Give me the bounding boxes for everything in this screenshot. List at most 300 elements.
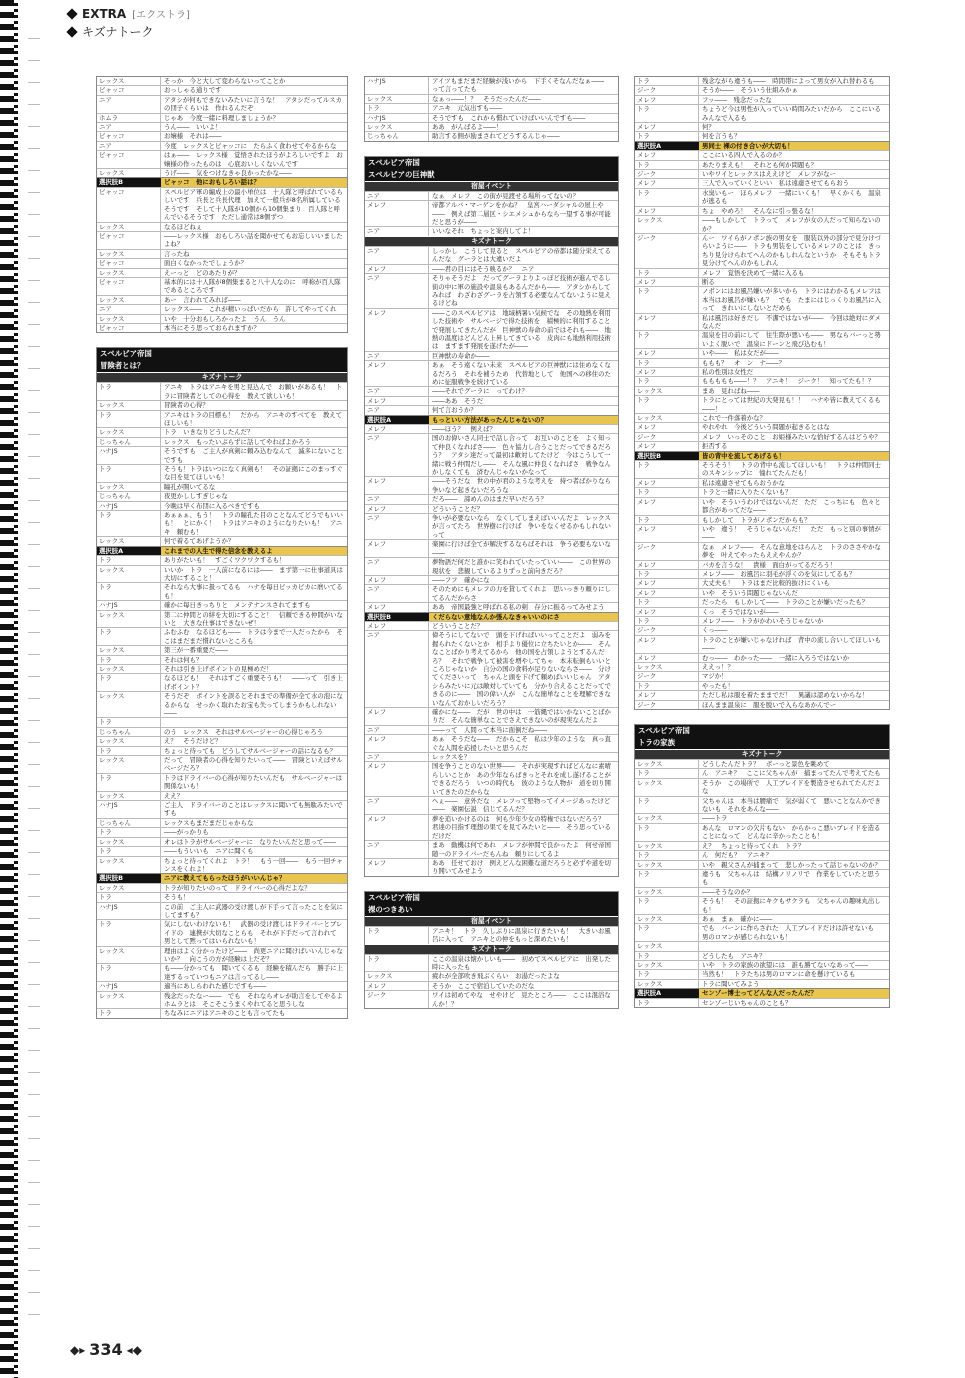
speaker-name: レックス [97, 992, 161, 1009]
dialogue-line [635, 169, 889, 178]
speaker-name: トラ [365, 927, 429, 944]
dialogue-text: 巨神獣の寿命か―― [432, 351, 490, 360]
dialogue-text: あぁ そう遠くない未来 スペルビアの巨神獣には住めなくなるだろう それを補うため 代替地として 他国への移住のために征服戦争を続けている [432, 361, 611, 386]
dialogue-text: なぁ メレフ この街が見渡せる場所ってないの？ [432, 191, 579, 200]
dialogue-line [635, 131, 889, 140]
dialogue-box [634, 724, 890, 1008]
speaker-name: トラ [635, 952, 699, 960]
speaker-name: トラ [97, 628, 161, 645]
dialogue-text: レックスを？ [432, 753, 471, 762]
dialogue-line [97, 736, 347, 745]
dialogue-line [97, 655, 347, 664]
dialogue-text: そうも！トラはいつになく真剣も！ その証拠にこのまっすぐな目を見てほしいも！ [164, 465, 343, 482]
speaker-name: メレフ [635, 654, 699, 662]
dialogue-line [635, 233, 889, 268]
dialogue-line [365, 734, 618, 752]
dialogue-text: 第二に仲間との絆を大切にすること！ 信頼できる仲間がいないと 大きな仕事はできないぜ！ [164, 610, 343, 627]
speaker-name: じっちゃん [97, 819, 161, 827]
dialogue-line [97, 755, 347, 773]
dialogue-line [635, 277, 889, 286]
dialogue-line [97, 122, 347, 131]
speaker-name: メレフ [635, 442, 699, 450]
dialogue-text: お嬢様 それは―― [164, 132, 222, 141]
dialogue-box [96, 76, 348, 333]
speaker-name: ニア [365, 192, 429, 200]
dialogue-line [635, 497, 889, 515]
dialogue-line [635, 896, 889, 914]
dialogue-line [97, 295, 347, 304]
dialogue-text: 冒険者の心得？ [164, 401, 209, 410]
dialogue-text: トラと一緒に入りたくないも？ [702, 488, 792, 497]
choice-row [635, 141, 889, 150]
speaker-name: メレフ [365, 859, 429, 876]
dialogue-line [365, 761, 618, 796]
dialogue-line [635, 625, 889, 634]
dialogue-line [97, 249, 347, 258]
speaker-name: メレフ [365, 603, 429, 611]
dialogue-text: アタシが何もできないみたいに言うな！ アタシだってルスカの団子くらいは 作れるんだぞ [164, 95, 342, 113]
dialogue-text: どうしたんだトラ？ ボーっと景色を眺めて [702, 760, 830, 769]
speaker-name: メレフ [635, 589, 699, 597]
dialogue-line [635, 348, 889, 357]
speaker-name: ハナJS [97, 601, 161, 609]
dialogue-line [635, 188, 889, 206]
choice-text: くだらない意地なんか張んなきゃいいのにさ [432, 612, 560, 621]
dialogue-line [97, 510, 347, 536]
dialogue-text: え？ ちょっと待ってくれ トラ？ [702, 841, 805, 850]
dialogue-text: あたりまえも！ それとも何か問題も？ [702, 160, 818, 169]
speaker-name: レックス [97, 566, 161, 583]
dialogue-line [365, 557, 618, 575]
dialogue-line [635, 860, 889, 869]
dialogue-line [365, 191, 618, 200]
box-gap [364, 877, 619, 891]
dialogue-line [97, 981, 347, 990]
dialogue-text: 大丈夫も！ トラはまだ比較的抜けにくいも [702, 579, 830, 588]
dialogue-text: 基本的には十人隊が8個集まると八十人なのに 呼称が百人隊であるところです [164, 277, 341, 295]
speaker-name: ニア [365, 797, 429, 814]
dialogue-line [97, 323, 347, 332]
dialogue-text: あー 言われてみれば―― [164, 295, 241, 304]
dialogue-box [96, 347, 348, 1018]
dialogue-line [635, 313, 889, 331]
dialogue-line [97, 536, 347, 545]
dialogue-text: なるほどねぇ [164, 222, 203, 231]
speaker-name: トラ [97, 1009, 161, 1017]
speaker-name: トラ [97, 847, 161, 855]
event-heading: キズナトーク [365, 944, 618, 954]
dialogue-line [635, 941, 889, 950]
chapter-heading: 冒険者とは？ [97, 360, 347, 372]
dialogue-line [635, 759, 889, 768]
dialogue-line [365, 308, 618, 351]
dialogue-text: ――もしかして トラって メレフが女の人だって知らないのか？ [702, 216, 881, 233]
dialogue-line [97, 846, 347, 855]
dialogue-line [365, 990, 618, 1008]
dialogue-text: 温泉を目の前にして 往生際が悪いも―― 男ならバーっと勢いよく脱いで 温泉にドーンと飛び込むも！ [702, 331, 881, 348]
dialogue-text: いや そういう問題じゃないんだ [702, 588, 798, 597]
box-gap [96, 333, 348, 347]
dialogue-text: 三人で入っていくといい 私は遠慮させてもらおう [702, 179, 849, 188]
speaker-name: レックス [97, 884, 161, 892]
dialogue-text: ちなみにニアはアニキのことも言ってたも [164, 1009, 286, 1018]
dialogue-text: 残念だったなー―― でも それならオレが助言をしてやるよ ホムラとは そこそこうまくやれてると思うしな [164, 991, 350, 1008]
dialogue-text: 私は遠慮させてもらおうかな [702, 478, 786, 487]
dialogue-text: いや―― 私は女だが―― [702, 349, 779, 358]
speaker-name: メレフ [365, 762, 429, 796]
speaker-name: じっちゃん [365, 132, 429, 140]
speaker-name: トラ [635, 970, 699, 978]
dialogue-text: ふむふむ なるほども―― トラは今まで一人だったから そこはまだまだ慣れないところも [164, 628, 343, 645]
choice-row [97, 177, 347, 186]
dialogue-text: ――そうなのか？ [702, 887, 754, 896]
dialogue-line [365, 94, 618, 103]
speaker-name: ニア [365, 406, 429, 414]
dialogue-line [97, 773, 347, 791]
speaker-name: ビャッコ [97, 232, 161, 249]
speaker-name: メレフ [365, 540, 429, 557]
dialogue-line [635, 979, 889, 988]
dialogue-line [365, 858, 618, 876]
speaker-name: ハナJS [365, 114, 429, 122]
dialogue-line [365, 981, 618, 990]
dialogue-text: メレフ いっそのこと お姫様みたいな恰好するんはどうや？ [702, 432, 881, 441]
dialogue-line [635, 998, 889, 1007]
dialogue-text: 残念ながら違うも―― 時間帯によって男女が入れ替わるも [702, 77, 875, 85]
dialogue-line [365, 113, 618, 122]
dialogue-line [365, 351, 618, 360]
dialogue-line [635, 178, 889, 187]
speaker-name: ニア [365, 841, 429, 858]
dialogue-text: どういうことだ？ [432, 504, 484, 513]
dialogue-text: ちょ やめろ！ そんなに引っ張るな！ [702, 206, 818, 215]
dialogue-line [635, 681, 889, 690]
speaker-name: トラ [635, 269, 699, 277]
dialogue-text: ノポンにはお風呂嫌いが多いから トラにはわかるもメレフは本当はお風呂が嫌いも？ でも たまにはじっくりお風呂に入って きれいにしないとだめも [702, 287, 881, 313]
dialogue-text: あんな ロマンの欠片もない からかっこ悪いブレイドを造ることになって どんなに辛かったことも！ [702, 823, 881, 841]
dialogue-text: くっ そうではないが―― [702, 607, 779, 616]
dialogue-line [635, 923, 889, 941]
dialogue-text: んー ワイらがノポン族の男女を 服装以外の部分で見分けづらいように―― トラも男装をしているメレフのことは きっちり見分けられてへんのかもしれんなというか そもそもトラ見分けてへんのかもしれん [702, 233, 881, 268]
dialogue-text: トラに聞いてみよう [702, 979, 760, 988]
choice-label: 選択肢A [635, 142, 699, 150]
speaker-name: トラ [635, 999, 699, 1007]
dialogue-text: 当然も！ トラたちは男のロマンに命を懸けているも [702, 970, 856, 979]
speaker-name: トラ [635, 924, 699, 941]
dialogue-text: 適当にあしらわれた感じですも―― [164, 982, 267, 991]
speaker-name: レックス [97, 792, 161, 800]
dialogue-line [97, 141, 347, 150]
speaker-name: レックス [635, 942, 699, 950]
speaker-name: メレフ [365, 477, 429, 494]
speaker-name: ニア [365, 558, 429, 575]
speaker-name: レックス [97, 77, 161, 85]
dialogue-text: くっ―― [702, 626, 728, 635]
dialogue-text: ももも？ オ ン ナ――？ [702, 358, 786, 367]
dialogue-line [97, 400, 347, 409]
dialogue-text: トラが知りたいのって ドライバーの心得だよな？ [164, 883, 311, 892]
dialogue-text: じゃあ 今度一緒に料理しましょうか？ [164, 113, 280, 122]
dialogue-text: 拒否する [702, 442, 728, 451]
dialogue-line [97, 600, 347, 609]
speaker-name: メレフ [635, 608, 699, 616]
choice-text: 皆の背中を流してあげるも！ [702, 451, 786, 460]
speaker-name: レックス [97, 665, 161, 673]
box-gap [634, 710, 890, 724]
dialogue-text: だったら もしかして―― トラのことが嫌いだったも？ [702, 598, 869, 607]
dialogue-text: あぁ そうだな―― だからこそ 私は少年のような 真っ直ぐな人間を応援したいと思うんだ [432, 735, 611, 752]
dialogue-text: まあ 動機は何であれ メレフが仲間で良かったよ 何せ帝国随一のドライバーだもんね 頼りにしてるよ [432, 841, 611, 858]
dialogue-line [635, 588, 889, 597]
dialogue-line [365, 707, 618, 725]
dialogue-line [635, 215, 889, 233]
dialogue-line [97, 95, 347, 113]
dialogue-text: あぁ まぁ 確かに―― [702, 914, 773, 923]
speaker-name: レックス [97, 692, 161, 717]
choice-label: 選択肢A [365, 416, 429, 424]
dialogue-text: アニキはトラの目標も！ だから アニキのすべてを 教えてほしいも！ [164, 410, 343, 427]
dialogue-line [97, 919, 347, 945]
dialogue-line [365, 539, 618, 557]
choice-text: センゾー博士ってどんな人だったんだ？ [702, 989, 818, 998]
dialogue-line [97, 946, 347, 964]
dialogue-line [365, 494, 618, 503]
diamond-icon [66, 26, 77, 37]
speaker-name: メレフ [635, 151, 699, 159]
speaker-name: レックス [365, 972, 429, 980]
dialogue-line [97, 746, 347, 755]
dialogue-text: そうか―― そういう仕組みかぁ [702, 86, 798, 95]
dialogue-line [635, 887, 889, 896]
dialogue-line [365, 584, 618, 602]
dialogue-text: それは何も？ [164, 655, 203, 664]
dialogue-text: ちょっと待ってくれよ トラ！ もう一回―― もう一回チャンスをくれよ！ [164, 856, 343, 873]
dialogue-line [635, 597, 889, 606]
speaker-name: トラ [97, 411, 161, 428]
dialogue-line [97, 837, 347, 846]
speaker-name: トラ [97, 383, 161, 400]
dialogue-line [97, 645, 347, 654]
dialogue-text: そうだぞ ポイントを誤るとそれまでの準備が全て水の泡になるからな せっかく取れたお宝も失ってしまうかもしれない―― [164, 692, 343, 717]
dialogue-text: メレフ 覚悟を決めて一緒に入るも [702, 268, 805, 277]
dialogue-text: オレはトラがサルベージャーに なりたいんだと思って―― [164, 837, 336, 846]
dialogue-text: 夢を追いかけるのは 何も少年少女の特権ではないだろう？ 君達の目指す理想の果てを見てみたいと―― そう思っているだけだ [432, 814, 611, 840]
dialogue-line [635, 690, 889, 699]
dialogue-line [97, 268, 347, 277]
dialogue-line [635, 914, 889, 923]
dialogue-line [97, 691, 347, 717]
dialogue-line [635, 951, 889, 960]
dialogue-text: 何で着るてあげようか？ [164, 537, 235, 546]
dialogue-text: いや 違う！ そうじゃないんだ！ ただ もっと別の事情が―― [702, 524, 881, 542]
speaker-name: ジーク [635, 170, 699, 178]
speaker-name: ハナJS [365, 77, 429, 94]
dialogue-text: ――ああ そうだ [432, 396, 484, 405]
dialogue-text: ――もういいも ニアに聞くも [164, 847, 254, 856]
dialogue-text: も――分かっても 聞いてくるも 経験を積んだら 勝手に上達するっていつもニアは言ってるし―― [164, 964, 343, 981]
speaker-name: レックス [97, 756, 161, 773]
dialogue-line [365, 971, 618, 980]
dialogue-line [97, 902, 347, 920]
dialogue-line [365, 954, 618, 972]
speaker-name: ニア [365, 434, 429, 476]
dialogue-text: ――そうだな 世の中が君のような考えを 持つ者ばかりなら争いなど起きないだろうな [432, 477, 611, 494]
dialogue-line [97, 856, 347, 874]
dialogue-text: 帝都アルバ・マーゲンをかね？ 皇宮ハーダシャルの屋上や―― 例えば第二層区・シエメシュからなら一望する事が可能だと思うが―― [432, 201, 611, 227]
choice-text: 男同士 裸の付き合いが大切も！ [702, 141, 794, 150]
dialogue-text: それは引き上げポイントの見極めだ！ [164, 664, 273, 673]
speaker-name: トラ [635, 824, 699, 841]
speaker-name: メレフ [365, 397, 429, 405]
speaker-name: レックス [97, 401, 161, 409]
dialogue-line [635, 460, 889, 478]
dialogue-line [365, 396, 618, 405]
speaker-name: メレフ [365, 576, 429, 584]
dialogue-line [635, 422, 889, 431]
speaker-name: ニア [365, 514, 429, 539]
dialogue-text: へぇ―― 意外だな メレフって堅物ってイメージあったけど―― 楽園伝説 信じてるんだ？ [432, 797, 611, 814]
dialogue-text: ――フフ 確かにな [432, 575, 490, 584]
choice-text: ニアに教えてもらったほうがいいんじゃ？ [164, 874, 286, 883]
speaker-name: レックス [97, 428, 161, 436]
dialogue-line [365, 77, 618, 94]
dialogue-text: そうですも ご主人が真剣に頼み込むなんて 滅多にないことですも [164, 447, 343, 464]
dialogue-text: アイツもまだまだ経験が浅いから 下手くそなんだなぁ―― って言ってたも [432, 77, 611, 94]
speaker-name: ビャッコ [97, 132, 161, 140]
speaker-name: レックス [635, 216, 699, 233]
speaker-name: レックス [97, 169, 161, 177]
dialogue-text: まあ 見ればね―― [702, 386, 760, 395]
chapter-heading: スペルビアの巨神獣 [365, 169, 618, 181]
page-margin-lines [28, 30, 40, 1330]
chapter-heading: スペルビア帝国 [635, 725, 889, 737]
dialogue-line [97, 427, 347, 436]
speaker-name: トラ [635, 769, 699, 777]
chapter-heading: スペルビア帝国 [365, 157, 618, 169]
dialogue-line [97, 627, 347, 645]
speaker-name: メレフ [635, 525, 699, 542]
speaker-name: ニア [365, 352, 429, 360]
dialogue-line [365, 926, 618, 944]
dialogue-text: 何て言おうか？ [432, 406, 477, 415]
speaker-name: トラ [635, 287, 699, 312]
speaker-name: トラ [635, 598, 699, 606]
choice-label: 選択肢B [635, 452, 699, 460]
dialogue-text: 父ちゃんは 本当は腰痛で 気が弱くて 悪いことなんかできないも それをあんな―― [702, 796, 881, 814]
dialogue-text: そのためにもメレフの力を貸してくれよ 思いっきり頼りにしてるんだからさ [432, 585, 611, 602]
dialogue-line [97, 892, 347, 901]
speaker-name: ニア [365, 274, 429, 308]
dialogue-line [635, 330, 889, 348]
speaker-name: トラ [97, 828, 161, 836]
speaker-name: メレフ [635, 579, 699, 587]
choice-label: 選択肢A [97, 547, 161, 555]
dialogue-line [97, 187, 347, 222]
speaker-name: レックス [635, 980, 699, 988]
speaker-name: レックス [97, 537, 161, 545]
dialogue-line [365, 814, 618, 840]
dialogue-text: ――って 人間って本当に面倒だね―― [432, 725, 548, 734]
dialogue-line [97, 582, 347, 600]
speaker-name: レックス [635, 888, 699, 896]
dialogue-text: 夜更かししすぎじゃな [164, 492, 228, 501]
choice-row [635, 988, 889, 997]
speaker-name: ジーク [635, 86, 699, 94]
dialogue-text: ――君の目にはそう映るか？ ニア [432, 264, 535, 273]
dialogue-line [635, 487, 889, 496]
speaker-name: ビャッコ [97, 151, 161, 168]
dialogue-line [97, 565, 347, 583]
choice-row [635, 451, 889, 460]
speaker-name: トラ [97, 774, 161, 791]
dialogue-text: ご主人 ドライバーのことはレックスに聞いても無駄みたいですも [164, 801, 343, 818]
dialogue-text: あぁぁぁ、もう！ トラの瞳孔た目のことなんてどうでもいいも！ とにかく！ トラはアニキのようになりたいも！ アニキ 頼むも！ [164, 511, 343, 536]
dialogue-line [635, 268, 889, 277]
dialogue-line [97, 717, 347, 726]
dialogue-line [365, 575, 618, 584]
dialogue-text: いいなそれ ちょっと案内してよ！ [432, 227, 535, 236]
event-heading: キズナトーク [365, 236, 618, 246]
dialogue-text: のう レックス それはサルベージャーの心得じゃろう [164, 727, 324, 736]
speaker-name: レックス [635, 842, 699, 850]
dialogue-line [635, 515, 889, 524]
dialogue-line [635, 376, 889, 385]
speaker-name: レックス [97, 250, 161, 258]
dialogue-text: フッ―― 残念だったな [702, 95, 772, 104]
speaker-name: メレフ [635, 207, 699, 215]
dialogue-text: 理由はよく分かったけど―― 尚更ニアに聞けばいいんじゃないか？ 向こうの方が経験は上だぞ？ [164, 946, 343, 963]
choice-row [97, 873, 347, 882]
dialogue-line [635, 104, 889, 122]
dialogue-text: いやワイとレックスはええけど メレフがなー [702, 170, 836, 179]
speaker-name: トラ [97, 656, 161, 664]
binding-edge [0, 0, 14, 1378]
dialogue-text: アニキ トラはアニキを男と見込んで お願いがあるも！ トラに冒険者としての心得を 教えて欲しいも！ [164, 383, 343, 400]
dialogue-line [97, 314, 347, 323]
diamond-icon [66, 8, 77, 19]
choice-label: 選択肢B [97, 874, 161, 882]
dialogue-text: ――トラ [702, 814, 728, 823]
dialogue-text: それなら大事に扱ってるも ハナを毎日ピッカピカに磨いてるも！ [164, 583, 343, 600]
dialogue-line [635, 432, 889, 441]
dialogue-text: マジか！ [702, 672, 728, 681]
speaker-name: ニア [365, 247, 429, 264]
event-heading: キズナトーク [635, 749, 889, 759]
speaker-name: トラ [97, 718, 161, 726]
dialogue-text: だって 冒険者の心得を知りたいって―― 冒険といえばサルベージだろ？ [164, 756, 343, 773]
dialogue-text: そりゃそうだよ だってグーラよりよっぽど技術が進んでるし 街の中に軍の施設や温泉もあるんだから―― アタシからしてみれば わざわざグーラを占領する必要なんてないように見えるけどね [432, 274, 618, 308]
dialogue-line [635, 95, 889, 104]
dialogue-line [635, 969, 889, 978]
speaker-name: メレフ [635, 479, 699, 487]
speaker-name: ジーク [635, 701, 699, 709]
dialogue-line [97, 991, 350, 1009]
dialogue-line [97, 664, 347, 673]
dialogue-line [365, 264, 618, 273]
choice-label: 選択肢B [365, 613, 429, 621]
speaker-name: レックス [97, 269, 161, 277]
dialogue-line [97, 800, 347, 818]
choice-row [365, 415, 618, 424]
dialogue-line [97, 555, 347, 564]
speaker-name: ジーク [635, 234, 699, 268]
speaker-name: トラ [97, 465, 161, 482]
dialogue-line [97, 77, 347, 85]
dialogue-line [635, 768, 889, 777]
dialogue-line [635, 578, 889, 587]
dialogue-line [365, 226, 618, 235]
dialogue-line [97, 131, 347, 140]
